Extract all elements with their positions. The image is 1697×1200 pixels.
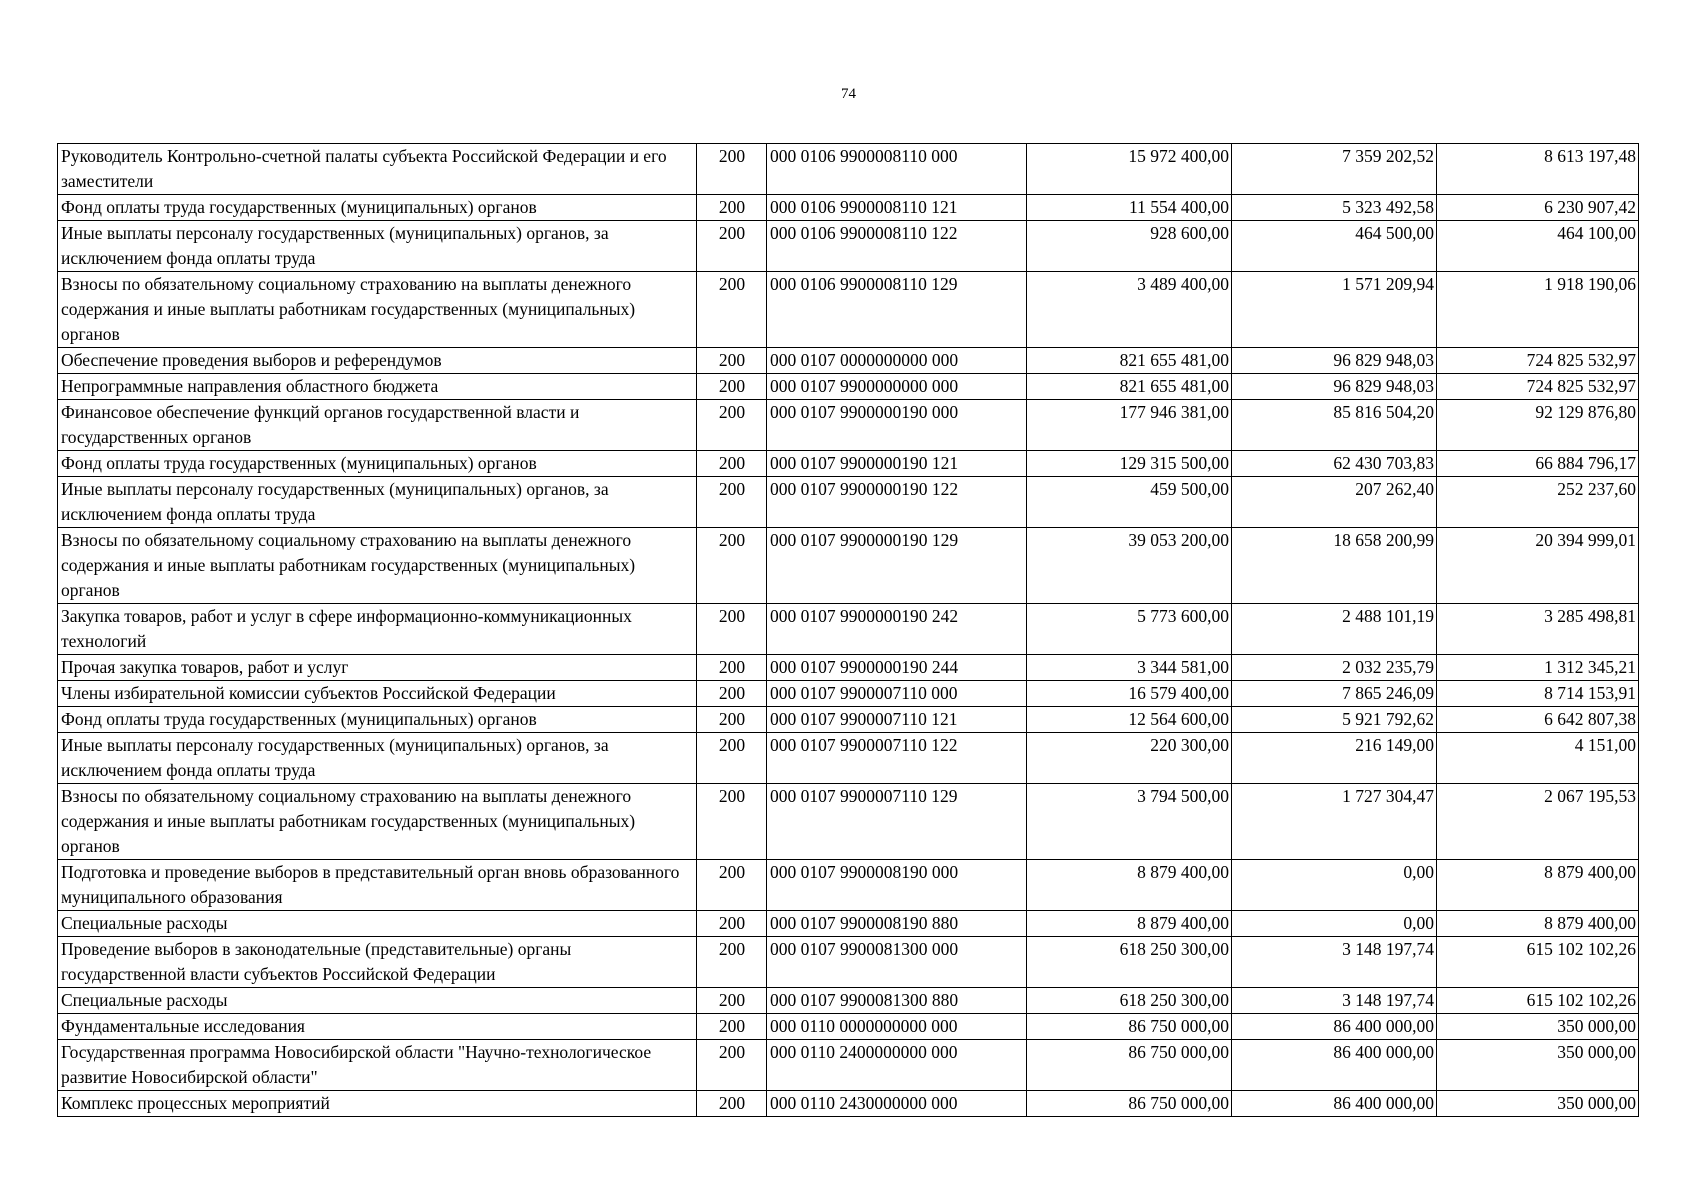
table-row xyxy=(58,477,1639,528)
row-executed-cell: 216 149,00 xyxy=(1232,733,1437,784)
row-executed-cell: 3 148 197,74 xyxy=(1232,937,1437,988)
row-code-cell: 200 xyxy=(697,1040,767,1091)
table-row xyxy=(58,655,1639,681)
row-name-cell: Специальные расходы xyxy=(58,988,697,1014)
row-name-cell: Члены избирательной комиссии субъектов Российской Федерации xyxy=(58,681,697,707)
row-name-cell: Взносы по обязательному социальному страхованию на выплаты денежного содержания и иные выплаты работникам государственных (муниципальных) органов xyxy=(58,272,697,348)
row-code-cell: 200 xyxy=(697,1014,767,1040)
row-code-cell: 200 xyxy=(697,144,767,195)
row-approved-cell: 39 053 200,00 xyxy=(1027,528,1232,604)
row-budget-classification-cell: 000 0107 9900000190 000 xyxy=(767,400,1027,451)
row-name-cell: Непрограммные направления областного бюджета xyxy=(58,374,697,400)
row-budget-classification-cell: 000 0107 9900008190 000 xyxy=(767,860,1027,911)
row-name-cell: Обеспечение проведения выборов и референдумов xyxy=(58,348,697,374)
row-unexecuted-cell: 2 067 195,53 xyxy=(1437,784,1639,860)
row-budget-classification-cell: 000 0106 9900008110 122 xyxy=(767,221,1027,272)
row-unexecuted-cell: 724 825 532,97 xyxy=(1437,374,1639,400)
row-budget-classification-cell: 000 0107 9900000190 242 xyxy=(767,604,1027,655)
row-executed-cell: 5 323 492,58 xyxy=(1232,195,1437,221)
row-approved-cell: 3 344 581,00 xyxy=(1027,655,1232,681)
budget-table-body xyxy=(58,144,1639,1117)
row-approved-cell: 618 250 300,00 xyxy=(1027,988,1232,1014)
row-budget-classification-cell: 000 0110 0000000000 000 xyxy=(767,1014,1027,1040)
row-budget-classification-cell: 000 0107 9900000190 129 xyxy=(767,528,1027,604)
row-executed-cell: 18 658 200,99 xyxy=(1232,528,1437,604)
row-approved-cell: 177 946 381,00 xyxy=(1027,400,1232,451)
row-code-cell: 200 xyxy=(697,604,767,655)
row-name-cell: Взносы по обязательному социальному страхованию на выплаты денежного содержания и иные выплаты работникам государственных (муниципальных) органов xyxy=(58,784,697,860)
row-budget-classification-cell: 000 0107 9900007110 129 xyxy=(767,784,1027,860)
row-approved-cell: 11 554 400,00 xyxy=(1027,195,1232,221)
row-code-cell: 200 xyxy=(697,400,767,451)
row-approved-cell: 618 250 300,00 xyxy=(1027,937,1232,988)
row-executed-cell: 85 816 504,20 xyxy=(1232,400,1437,451)
page-number: 74 xyxy=(841,86,856,102)
table-row xyxy=(58,272,1639,348)
row-unexecuted-cell: 615 102 102,26 xyxy=(1437,937,1639,988)
row-approved-cell: 86 750 000,00 xyxy=(1027,1014,1232,1040)
row-code-cell: 200 xyxy=(697,784,767,860)
row-unexecuted-cell: 4 151,00 xyxy=(1437,733,1639,784)
row-budget-classification-cell: 000 0107 9900000000 000 xyxy=(767,374,1027,400)
row-name-cell: Государственная программа Новосибирской области "Научно-технологическое развитие Новосибирской области" xyxy=(58,1040,697,1091)
table-row xyxy=(58,937,1639,988)
row-executed-cell: 3 148 197,74 xyxy=(1232,988,1437,1014)
row-code-cell: 200 xyxy=(697,477,767,528)
row-executed-cell: 2 488 101,19 xyxy=(1232,604,1437,655)
row-approved-cell: 928 600,00 xyxy=(1027,221,1232,272)
row-approved-cell: 3 489 400,00 xyxy=(1027,272,1232,348)
row-executed-cell: 7 865 246,09 xyxy=(1232,681,1437,707)
row-budget-classification-cell: 000 0107 9900007110 000 xyxy=(767,681,1027,707)
row-budget-classification-cell: 000 0107 0000000000 000 xyxy=(767,348,1027,374)
row-unexecuted-cell: 350 000,00 xyxy=(1437,1040,1639,1091)
row-approved-cell: 5 773 600,00 xyxy=(1027,604,1232,655)
row-executed-cell: 1 571 209,94 xyxy=(1232,272,1437,348)
row-unexecuted-cell: 350 000,00 xyxy=(1437,1091,1639,1117)
row-code-cell: 200 xyxy=(697,272,767,348)
row-budget-classification-cell: 000 0106 9900008110 000 xyxy=(767,144,1027,195)
row-code-cell: 200 xyxy=(697,681,767,707)
row-name-cell: Иные выплаты персоналу государственных (муниципальных) органов, за исключением фонда оплаты труда xyxy=(58,733,697,784)
row-code-cell: 200 xyxy=(697,1091,767,1117)
row-budget-classification-cell: 000 0110 2400000000 000 xyxy=(767,1040,1027,1091)
table-row xyxy=(58,374,1639,400)
row-executed-cell: 2 032 235,79 xyxy=(1232,655,1437,681)
row-name-cell: Специальные расходы xyxy=(58,911,697,937)
row-budget-classification-cell: 000 0106 9900008110 121 xyxy=(767,195,1027,221)
table-row xyxy=(58,451,1639,477)
row-unexecuted-cell: 6 642 807,38 xyxy=(1437,707,1639,733)
table-row xyxy=(58,681,1639,707)
table-row xyxy=(58,400,1639,451)
row-approved-cell: 12 564 600,00 xyxy=(1027,707,1232,733)
row-budget-classification-cell: 000 0107 9900081300 880 xyxy=(767,988,1027,1014)
row-code-cell: 200 xyxy=(697,374,767,400)
row-budget-classification-cell: 000 0107 9900000190 244 xyxy=(767,655,1027,681)
table-row xyxy=(58,221,1639,272)
row-unexecuted-cell: 1 312 345,21 xyxy=(1437,655,1639,681)
table-row xyxy=(58,528,1639,604)
table-row xyxy=(58,911,1639,937)
row-code-cell: 200 xyxy=(697,733,767,784)
row-unexecuted-cell: 8 879 400,00 xyxy=(1437,911,1639,937)
row-name-cell: Взносы по обязательному социальному страхованию на выплаты денежного содержания и иные выплаты работникам государственных (муниципальных) органов xyxy=(58,528,697,604)
row-code-cell: 200 xyxy=(697,348,767,374)
table-row xyxy=(58,195,1639,221)
budget-table xyxy=(57,143,1639,1117)
row-name-cell: Фундаментальные исследования xyxy=(58,1014,697,1040)
row-approved-cell: 86 750 000,00 xyxy=(1027,1091,1232,1117)
row-code-cell: 200 xyxy=(697,655,767,681)
table-row xyxy=(58,348,1639,374)
row-unexecuted-cell: 615 102 102,26 xyxy=(1437,988,1639,1014)
row-name-cell: Иные выплаты персоналу государственных (муниципальных) органов, за исключением фонда оплаты труда xyxy=(58,477,697,528)
row-name-cell: Фонд оплаты труда государственных (муниципальных) органов xyxy=(58,195,697,221)
row-budget-classification-cell: 000 0107 9900007110 122 xyxy=(767,733,1027,784)
row-executed-cell: 464 500,00 xyxy=(1232,221,1437,272)
row-unexecuted-cell: 350 000,00 xyxy=(1437,1014,1639,1040)
table-row xyxy=(58,1014,1639,1040)
row-code-cell: 200 xyxy=(697,195,767,221)
row-code-cell: 200 xyxy=(697,451,767,477)
row-code-cell: 200 xyxy=(697,707,767,733)
row-name-cell: Комплекс процессных мероприятий xyxy=(58,1091,697,1117)
row-unexecuted-cell: 6 230 907,42 xyxy=(1437,195,1639,221)
row-name-cell: Прочая закупка товаров, работ и услуг xyxy=(58,655,697,681)
row-code-cell: 200 xyxy=(697,860,767,911)
table-row xyxy=(58,784,1639,860)
row-executed-cell: 96 829 948,03 xyxy=(1232,374,1437,400)
row-executed-cell: 86 400 000,00 xyxy=(1232,1014,1437,1040)
row-unexecuted-cell: 8 613 197,48 xyxy=(1437,144,1639,195)
table-row xyxy=(58,144,1639,195)
row-unexecuted-cell: 1 918 190,06 xyxy=(1437,272,1639,348)
row-budget-classification-cell: 000 0107 9900000190 122 xyxy=(767,477,1027,528)
row-name-cell: Проведение выборов в законодательные (представительные) органы государственной власти субъектов Российской Федерации xyxy=(58,937,697,988)
row-budget-classification-cell: 000 0107 9900000190 121 xyxy=(767,451,1027,477)
row-approved-cell: 821 655 481,00 xyxy=(1027,348,1232,374)
row-approved-cell: 3 794 500,00 xyxy=(1027,784,1232,860)
row-code-cell: 200 xyxy=(697,221,767,272)
row-approved-cell: 459 500,00 xyxy=(1027,477,1232,528)
table-row xyxy=(58,733,1639,784)
row-executed-cell: 207 262,40 xyxy=(1232,477,1437,528)
row-approved-cell: 8 879 400,00 xyxy=(1027,860,1232,911)
row-name-cell: Фонд оплаты труда государственных (муниципальных) органов xyxy=(58,707,697,733)
row-code-cell: 200 xyxy=(697,528,767,604)
table-row xyxy=(58,988,1639,1014)
row-executed-cell: 0,00 xyxy=(1232,911,1437,937)
table-row xyxy=(58,707,1639,733)
row-executed-cell: 86 400 000,00 xyxy=(1232,1040,1437,1091)
table-row xyxy=(58,604,1639,655)
row-budget-classification-cell: 000 0106 9900008110 129 xyxy=(767,272,1027,348)
row-executed-cell: 86 400 000,00 xyxy=(1232,1091,1437,1117)
row-name-cell: Закупка товаров, работ и услуг в сфере информационно-коммуникационных технологий xyxy=(58,604,697,655)
row-unexecuted-cell: 66 884 796,17 xyxy=(1437,451,1639,477)
row-executed-cell: 5 921 792,62 xyxy=(1232,707,1437,733)
row-approved-cell: 86 750 000,00 xyxy=(1027,1040,1232,1091)
row-approved-cell: 8 879 400,00 xyxy=(1027,911,1232,937)
row-executed-cell: 1 727 304,47 xyxy=(1232,784,1437,860)
row-unexecuted-cell: 20 394 999,01 xyxy=(1437,528,1639,604)
row-approved-cell: 129 315 500,00 xyxy=(1027,451,1232,477)
row-approved-cell: 16 579 400,00 xyxy=(1027,681,1232,707)
row-unexecuted-cell: 92 129 876,80 xyxy=(1437,400,1639,451)
row-unexecuted-cell: 724 825 532,97 xyxy=(1437,348,1639,374)
row-unexecuted-cell: 8 879 400,00 xyxy=(1437,860,1639,911)
table-row xyxy=(58,860,1639,911)
row-unexecuted-cell: 8 714 153,91 xyxy=(1437,681,1639,707)
row-name-cell: Подготовка и проведение выборов в представительный орган вновь образованного муниципального образования xyxy=(58,860,697,911)
row-code-cell: 200 xyxy=(697,988,767,1014)
row-unexecuted-cell: 3 285 498,81 xyxy=(1437,604,1639,655)
row-code-cell: 200 xyxy=(697,937,767,988)
row-approved-cell: 821 655 481,00 xyxy=(1027,374,1232,400)
row-name-cell: Финансовое обеспечение функций органов государственной власти и государственных органов xyxy=(58,400,697,451)
row-executed-cell: 96 829 948,03 xyxy=(1232,348,1437,374)
row-unexecuted-cell: 464 100,00 xyxy=(1437,221,1639,272)
row-name-cell: Фонд оплаты труда государственных (муниципальных) органов xyxy=(58,451,697,477)
table-row xyxy=(58,1040,1639,1091)
table-row xyxy=(58,1091,1639,1117)
row-budget-classification-cell: 000 0110 2430000000 000 xyxy=(767,1091,1027,1117)
row-approved-cell: 15 972 400,00 xyxy=(1027,144,1232,195)
row-executed-cell: 62 430 703,83 xyxy=(1232,451,1437,477)
row-name-cell: Иные выплаты персоналу государственных (муниципальных) органов, за исключением фонда оплаты труда xyxy=(58,221,697,272)
row-approved-cell: 220 300,00 xyxy=(1027,733,1232,784)
row-budget-classification-cell: 000 0107 9900081300 000 xyxy=(767,937,1027,988)
row-budget-classification-cell: 000 0107 9900008190 880 xyxy=(767,911,1027,937)
row-budget-classification-cell: 000 0107 9900007110 121 xyxy=(767,707,1027,733)
row-code-cell: 200 xyxy=(697,911,767,937)
row-unexecuted-cell: 252 237,60 xyxy=(1437,477,1639,528)
row-name-cell: Руководитель Контрольно-счетной палаты субъекта Российской Федерации и его заместители xyxy=(58,144,697,195)
row-executed-cell: 7 359 202,52 xyxy=(1232,144,1437,195)
row-executed-cell: 0,00 xyxy=(1232,860,1437,911)
